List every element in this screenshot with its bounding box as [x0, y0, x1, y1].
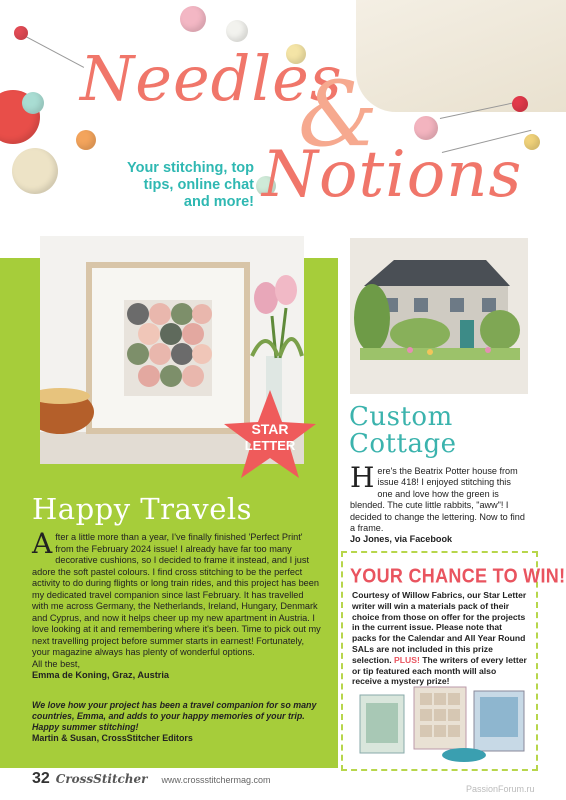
editor-signature: Martin & Susan, CrossStitcher Editors — [32, 733, 193, 743]
cottage-body — [350, 461, 528, 546]
title-ampersand: & — [298, 62, 379, 167]
star-letter-badge — [222, 388, 318, 484]
decorative-button-pink-small — [414, 116, 438, 140]
star-badge-line2: LETTER — [244, 438, 296, 453]
win-plus-label: PLUS! — [394, 654, 420, 665]
cottage-author: Jo Jones, via Facebook — [350, 534, 453, 545]
title-needles: Needles — [80, 42, 343, 115]
tagline: Your stitching, top tips, online chat and more! — [127, 160, 254, 210]
star-letter-heading: Happy Travels — [32, 492, 253, 526]
footer-brand: CrossStitcher — [55, 772, 148, 786]
pin-head-left — [14, 26, 28, 40]
footer-url[interactable]: www.crossstitchermag.com — [161, 775, 271, 785]
star-letter-text: fter a little more than a year, I've finally finished 'Perfect Print' from the February 2024 issue! I already have far too many decorative cushions, so I decided to frame it instead, and I just adore the soft pastel colours. I find cross stitching to be the perfect activity to do during flights or long train rides, and this project has been my dedicated travel companion since last February. It has travelled with me across Germany, the Netherlands, Ireland, Hungary, Denmark and Cyprus, and now it helps cheer up my new apartment in Austria. I love looking at it and remembering where it's been. Time to pick out my next travelling project before summer starts in earnest! Fortunately, your magazine always has plenty of wonderful options. — [32, 532, 321, 657]
linen-fabric-decoration — [356, 0, 566, 112]
pin-head-heart-yellow — [524, 134, 540, 150]
decorative-button-pink — [180, 6, 206, 32]
cottage-heading — [349, 404, 456, 458]
win-plus-text: The writers of every letter or tip featured each month will also receive a mystery prize! — [352, 654, 527, 687]
page-number: 32 — [32, 770, 50, 787]
pin-left — [22, 34, 84, 68]
win-text: Courtesy of Willow Fabrics, our Star Letter writer will win a materials pack of their choice from those on offer for the projects in the current issue. Please note that packs for the Calendar and All Year Round SALs are not included in this prize selection. — [352, 590, 527, 665]
cottage-heading-line2: Cottage — [349, 429, 457, 459]
cottage-dropcap: H — [350, 461, 375, 494]
win-body — [352, 590, 528, 687]
decorative-button-cream — [12, 148, 58, 194]
watermark: PassionForum.ru — [466, 784, 535, 794]
star-letter-author: Emma de Koning, Graz, Austria — [32, 670, 169, 680]
editor-reply — [32, 700, 330, 744]
decorative-button-white — [226, 20, 248, 42]
decorative-button-teal — [22, 92, 44, 114]
title-notions: Notions — [262, 138, 523, 212]
win-title: YOUR CHANCE TO WIN! — [350, 564, 566, 587]
cottage-cross-stitch-photo — [350, 238, 528, 394]
pin-head-heart-red — [512, 96, 528, 112]
cottage-text: ere's the Beatrix Potter house from issue 418! I enjoyed stitching this one and love how the green is blended. The cute little rabbits, "aww"! I decided to change the lettering. Now to find a frame. — [350, 466, 525, 534]
prize-packs-image — [356, 685, 532, 765]
editor-reply-text: We love how your project has been a travel companion for so many countries, Emma, and adds to your happy memories of your trip. Happy summer stitching! — [32, 700, 317, 732]
star-badge-line1: STAR — [251, 421, 289, 437]
cottage-heading-line1: Custom — [349, 402, 453, 432]
decorative-button-orange — [76, 130, 96, 150]
star-letter-dropcap: A — [32, 527, 53, 560]
footer — [32, 770, 271, 788]
star-letter-body — [32, 527, 322, 682]
star-letter-signoff: All the best, — [32, 658, 81, 669]
